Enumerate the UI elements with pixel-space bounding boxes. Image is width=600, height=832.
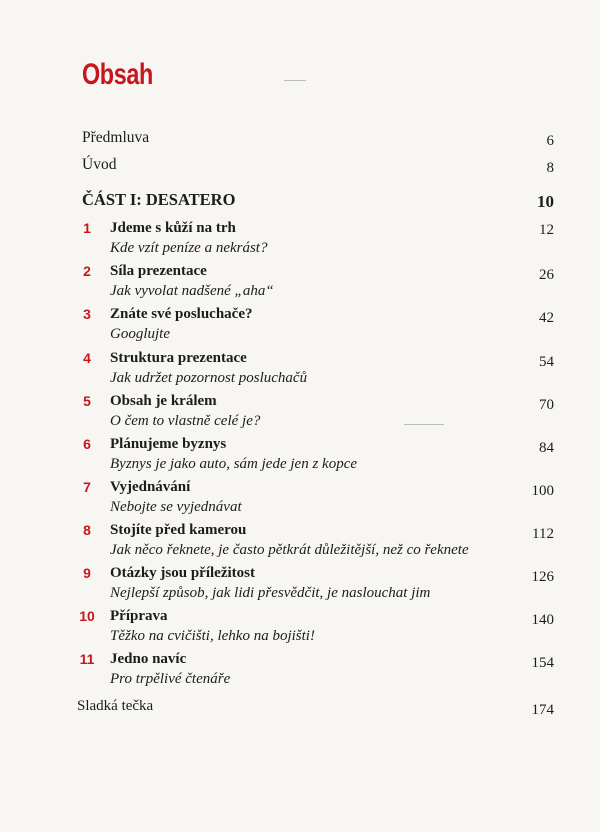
chapter-title: Síla prezentace bbox=[110, 263, 207, 279]
chapter-page: 70 bbox=[539, 397, 554, 413]
chapter-number: 3 bbox=[83, 306, 91, 322]
chapter-subtitle: Jak udržet pozornost posluchačů bbox=[110, 370, 308, 386]
part-label: ČÁST I: DESATERO bbox=[82, 190, 236, 209]
chapter-subtitle: Těžko na cvičišti, lehko na bojišti! bbox=[110, 628, 315, 644]
chapter-subtitle: Jak vyvolat nadšené „aha“ bbox=[110, 283, 274, 299]
chapter-page: 100 bbox=[531, 483, 554, 499]
chapter-title: Struktura prezentace bbox=[110, 350, 247, 366]
chapter-title: Znáte své posluchače? bbox=[110, 306, 253, 322]
chapter-page: 54 bbox=[539, 354, 554, 370]
toc-entry-label: Sladká tečka bbox=[77, 698, 154, 714]
chapter-page: 12 bbox=[539, 222, 554, 238]
chapter-number: 10 bbox=[79, 608, 95, 624]
chapter-subtitle: O čem to vlastně celé je? bbox=[110, 413, 261, 429]
chapter-number: 9 bbox=[83, 565, 91, 581]
chapter-subtitle: Googlujte bbox=[110, 326, 170, 342]
chapter-title: Jedno navíc bbox=[110, 651, 187, 667]
chapter-title: Jdeme s kůží na trh bbox=[110, 220, 236, 236]
chapter-number: 7 bbox=[83, 479, 91, 495]
chapter-page: 42 bbox=[539, 310, 554, 326]
chapter-number: 8 bbox=[83, 522, 91, 538]
chapter-page: 26 bbox=[539, 267, 554, 283]
part-page: 10 bbox=[537, 192, 554, 211]
chapter-subtitle: Nebojte se vyjednávat bbox=[110, 499, 242, 515]
chapter-subtitle: Pro trpělivé čtenáře bbox=[110, 671, 231, 687]
chapter-number: 11 bbox=[79, 651, 95, 667]
toc-entry-page: 8 bbox=[546, 160, 554, 176]
chapter-page: 112 bbox=[532, 526, 554, 542]
chapter-title: Vyjednávání bbox=[110, 479, 191, 495]
chapter-title: Příprava bbox=[110, 608, 168, 624]
toc-entry-label: Předmluva bbox=[82, 129, 150, 146]
paper-speck bbox=[284, 80, 306, 81]
chapter-subtitle: Byznys je jako auto, sám jede jen z kopce bbox=[110, 456, 358, 472]
chapter-page: 84 bbox=[539, 440, 554, 456]
chapter-number: 4 bbox=[83, 350, 91, 366]
chapter-subtitle: Jak něco řeknete, je často pětkrát důležitější, než co řeknete bbox=[110, 542, 469, 558]
chapter-page: 126 bbox=[531, 569, 554, 585]
chapter-number: 1 bbox=[83, 220, 91, 236]
toc-entry-page: 6 bbox=[546, 133, 554, 149]
chapter-page: 140 bbox=[531, 612, 554, 628]
chapter-title: Otázky jsou příležitost bbox=[110, 565, 255, 581]
paper-speck bbox=[404, 424, 444, 425]
chapter-title: Stojíte před kamerou bbox=[110, 522, 247, 538]
chapter-number: 6 bbox=[83, 436, 91, 452]
chapter-page: 154 bbox=[531, 655, 554, 671]
page-title: Obsah bbox=[82, 58, 153, 91]
toc-entry-label: Úvod bbox=[82, 156, 117, 173]
chapter-title: Plánujeme byznys bbox=[110, 436, 227, 452]
toc-entry-page: 174 bbox=[531, 702, 554, 718]
chapter-number: 5 bbox=[83, 393, 91, 409]
chapter-subtitle: Kde vzít peníze a nekrást? bbox=[110, 240, 268, 256]
chapter-subtitle: Nejlepší způsob, jak lidi přesvědčit, je naslouchat jim bbox=[110, 585, 431, 601]
chapter-title: Obsah je králem bbox=[110, 393, 217, 409]
chapter-number: 2 bbox=[83, 263, 91, 279]
